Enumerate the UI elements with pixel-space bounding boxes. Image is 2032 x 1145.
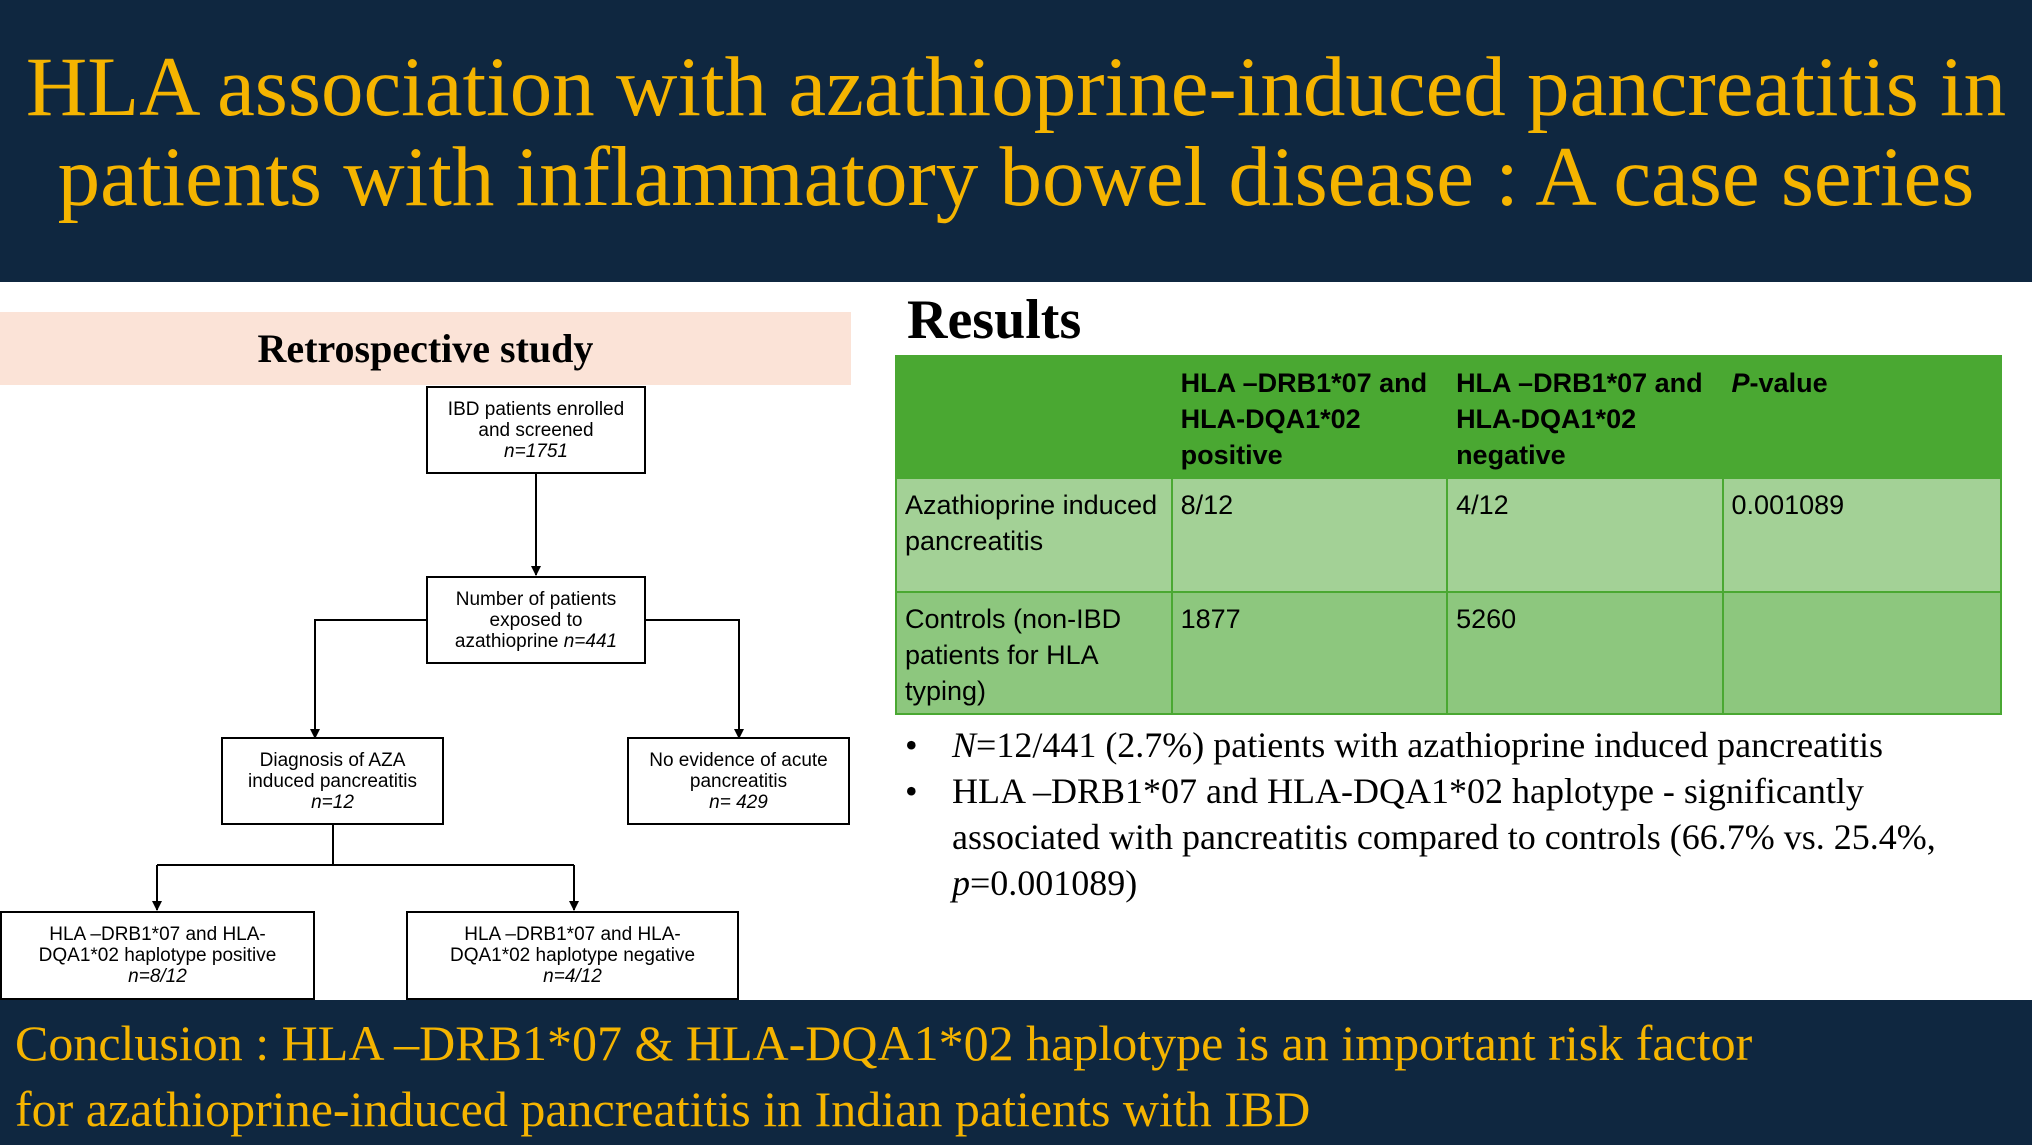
box-diagnosis-line-2: induced pancreatitis [248,770,417,792]
box-haplotype-negative [406,911,739,1000]
box-negative-line-1: HLA –DRB1*07 and HLA- [464,924,681,945]
box-exposed-drug: azathioprine [454,630,559,652]
table-cell: 5260 [1447,592,1722,714]
box-positive-line-2: DQA1*02 haplotype positive [38,945,277,966]
box-enrolled-line-1: IBD patients enrolled [447,398,625,420]
results-bullets [905,722,2015,906]
box-diagnosis-line-1: Diagnosis of AZA [259,749,406,771]
table-cell: 8/12 [1172,478,1447,592]
table-header-positive: HLA –DRB1*07 and HLA-DQA1*02 positive [1172,356,1447,478]
bullet-2-text-b: =0.001089) [970,863,1138,903]
table-header-pvalue-suffix: -value [1749,368,1828,398]
table-header-empty [896,356,1172,478]
box-positive-line-1: HLA –DRB1*07 and HLA- [49,924,266,945]
box-positive-n: n=8/12 [128,966,187,987]
box-enrolled [426,386,646,474]
box-exposed-n: n=441 [563,630,618,652]
box-exposed-line-1: Number of patients [455,588,617,610]
results-heading: Results [907,289,1082,351]
box-negative-line-2: DQA1*02 haplotype negative [449,945,696,966]
study-label: Retrospective study [257,326,594,371]
table-cell: Azathioprine induced pancreatitis [896,478,1172,592]
box-enrolled-n: n=1751 [504,440,568,462]
arrow-exposed-to-diagnosis [315,620,426,738]
table-row [896,592,2001,714]
table-header-row [896,356,2001,478]
box-no-evidence-line-1: No evidence of acute [649,749,828,771]
conclusion-line-2: for azathioprine-induced pancreatitis in Indian patients with IBD [15,1081,1311,1137]
table-row [896,478,2001,592]
box-haplotype-positive [0,911,315,1000]
table-header-pvalue-p: P [1731,368,1750,398]
box-diagnosis-n: n=12 [311,791,354,813]
bullet-2-italic: p [952,863,970,903]
title-line-2: patients with inflammatory bowel disease : A case series [57,130,1975,224]
table-header-negative: HLA –DRB1*07 and HLA-DQA1*02 negative [1447,356,1722,478]
title-line-1: HLA association with azathioprine-induced pancreatitis in [25,40,2007,134]
conclusion-line-1: Conclusion : HLA –DRB1*07 & HLA-DQA1*02 haplotype is an important risk factor [15,1015,1753,1071]
bullet-dot: • [905,771,918,811]
box-no-evidence [627,737,850,825]
table-header-pvalue [1723,356,2001,478]
bullet-dot: • [905,725,918,765]
box-exposed-line-2: exposed to [489,609,583,631]
arrow-exposed-to-no-evidence [646,620,739,738]
box-no-evidence-n: n= 429 [709,791,768,813]
bullet-item-association [905,768,2015,906]
box-enrolled-line-2: and screened [478,419,594,441]
conclusion-text [15,1010,2025,1142]
results-table [895,355,2002,715]
table-cell: 0.001089 [1723,478,2001,592]
table-cell [1723,592,2001,714]
box-negative-n: n=4/12 [543,966,602,987]
bullet-1-text: =12/441 (2.7%) patients with azathioprine induced pancreatitis [976,725,1884,765]
bullet-1-italic: N [952,725,977,765]
table-cell: Controls (non-IBD patients for HLA typing) [896,592,1172,714]
bullet-item-prevalence [905,722,2015,768]
box-exposed [426,576,646,664]
table-cell: 4/12 [1447,478,1722,592]
box-exposed-line-3 [428,631,644,652]
table-cell: 1877 [1172,592,1447,714]
box-no-evidence-line-2: pancreatitis [689,770,788,792]
box-diagnosis [221,737,444,825]
bullet-2-text-a: HLA –DRB1*07 and HLA-DQA1*02 haplotype - significantly associated with pancreatitis compared to controls (66.7% vs. 25.4%, [952,771,1936,857]
